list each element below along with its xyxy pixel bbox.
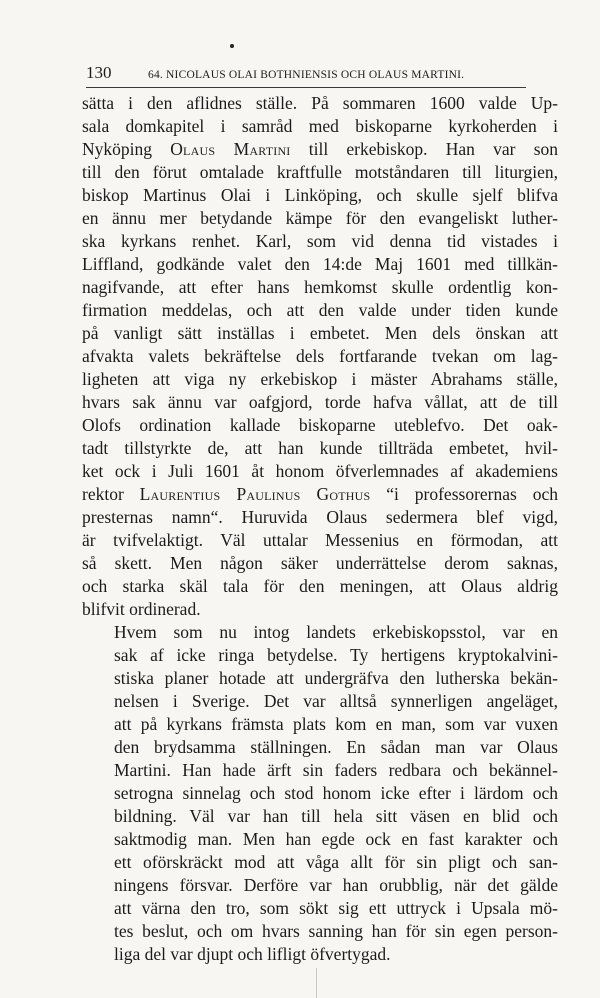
name-olaus-martini: Olaus Martini	[170, 139, 291, 159]
header-rule	[86, 87, 526, 88]
text-line: nelsen i Sverige. Det var alltså synnerligen angeläget,	[114, 691, 558, 711]
text-line: så skett. Men någon säker underrättelse derom saknas,	[82, 553, 558, 573]
text-line: att på kyrkans främsta plats kom en man, som var vuxen	[114, 714, 558, 734]
text-line	[82, 138, 558, 161]
text-line: Martini. Han hade ärft sin faders redbara och bekännel-	[114, 760, 558, 780]
text-line: den brydsamma ställningen. En sådan man var Olaus	[114, 737, 558, 757]
text-line: på vanligt sätt inställas i embetet. Men dels önskan att	[82, 323, 558, 343]
text-line: tadt tillstyrkte de, att han kunde tillträda embetet, hvil-	[82, 438, 558, 458]
page-number: 130	[86, 63, 112, 82]
text-line: en ännu mer betydande kämpe för den evangeliskt luther-	[82, 208, 558, 228]
text-line: liga del var djupt och lifligt öfvertygad.	[114, 944, 391, 964]
text-line: är tvifvelaktigt. Väl uttalar Messenius en förmodan, att	[82, 530, 558, 550]
text-line: nagifvande, att efter hans hemkomst skulle ordentlig kon-	[82, 277, 558, 297]
text-line: bildning. Väl var han till hela sitt väsen en blid och	[114, 806, 558, 826]
paragraph-1	[82, 92, 558, 621]
text-line: setrogna sinnelag och stod honom icke efter i lärdom och	[114, 783, 558, 803]
text-line: biskop Martinus Olai i Linköping, och skulle sjelf blifva	[82, 185, 558, 205]
text-line: firmation meddelas, och att den valde under tiden kunde	[82, 300, 558, 320]
text-line: ningens försvar. Derföre var han orubblig, när det gälde	[114, 875, 558, 895]
paragraph-2	[82, 621, 558, 966]
text-line: presternas namn“. Huruvida Olaus sedermera blef vigd,	[82, 507, 558, 527]
text-line: stiska planer hotade att undergräfva den lutherska bekän-	[114, 668, 558, 688]
text-fragment: till erkebiskop. Han var son	[290, 139, 558, 159]
text-line	[82, 483, 558, 506]
text-line: sala domkapitel i samråd med biskoparne kyrkoherden i	[82, 116, 558, 136]
text-line: ett oförskräckt mod att våga allt för sin pligt och san-	[114, 852, 558, 872]
chapter-title: 64. NICOLAUS OLAI BOTHNIENSIS OCH OLAUS MARTINI.	[148, 69, 465, 81]
text-fragment: Nyköping	[82, 139, 171, 159]
body-text	[82, 92, 558, 966]
text-line: ligheten att viga ny erkebiskop i mäster Abrahams ställe,	[82, 369, 558, 389]
text-line: blifvit ordinerad.	[82, 599, 201, 619]
text-fragment: rektor	[82, 484, 140, 504]
text-line: tes beslut, och om hvars sanning han för sin egen person-	[114, 921, 558, 941]
text-line: ska kyrkans renhet. Karl, som vid denna tid vistades i	[82, 231, 558, 251]
text-line: afvakta valets bekräftelse dels fortfarande tvekan om lag-	[82, 346, 558, 366]
name-laurentius-paulinus-gothus: Laurentius Paulinus Gothus	[139, 484, 371, 504]
text-line: sak af icke ringa betydelse. Ty hertigens kryptokalvini-	[114, 645, 558, 665]
text-fragment: “i professorernas och	[370, 484, 558, 504]
text-line: hvars sak ännu var oafgjord, torde hafva vållat, att de till	[82, 392, 558, 412]
text-line: Liffland, godkände valet den 14:de Maj 1601 med tillkän-	[82, 254, 558, 274]
ink-dot	[230, 44, 234, 48]
text-line: till den förut omtalade kraftfulle motståndaren till liturgien,	[82, 162, 558, 182]
text-line: ket ock i Juli 1601 åt honom öfverlemnades af akademiens	[82, 461, 558, 481]
text-line: Hvem som nu intog landets erkebiskopsstol, var en	[114, 622, 558, 642]
gutter-mark	[316, 968, 317, 998]
text-line: saktmodig man. Men han egde ock en fast karakter och	[114, 829, 558, 849]
running-head	[86, 62, 556, 84]
text-line: och starka skäl tala för den meningen, att Olaus aldrig	[82, 576, 558, 596]
text-line: Olofs ordination kallade biskoparne uteblefvo. Det oak-	[82, 415, 558, 435]
text-line: sätta i den aflidnes ställe. På sommaren 1600 valde Up-	[82, 93, 558, 113]
text-line: att värna den tro, som sökt sig ett uttryck i Upsala mö-	[114, 898, 558, 918]
